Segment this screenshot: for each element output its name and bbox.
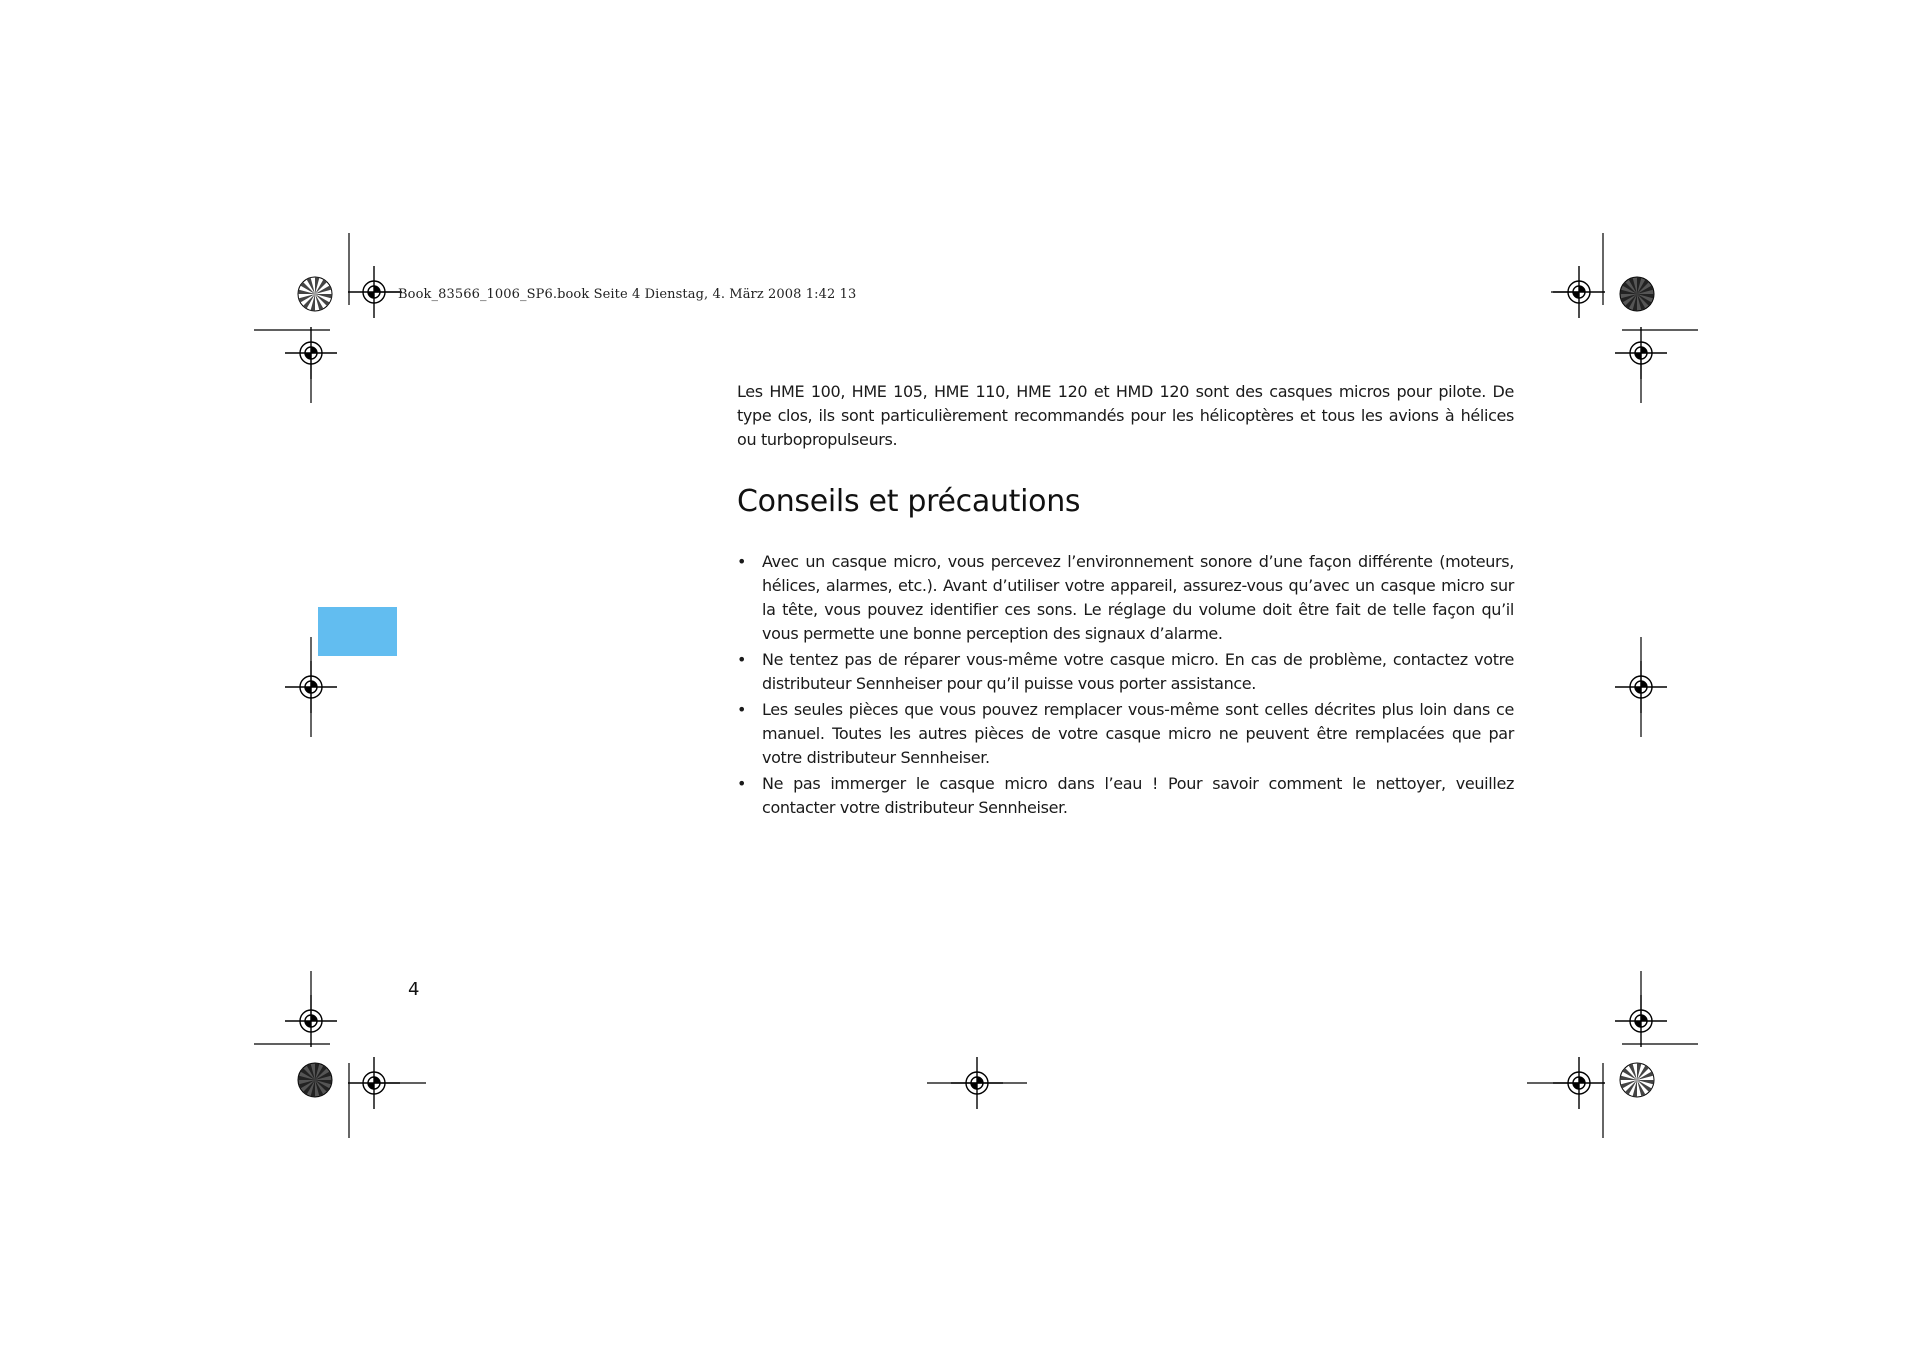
bullet-icon: •: [737, 700, 747, 719]
list-item: [737, 550, 1514, 646]
section-tab-marker: [318, 607, 397, 656]
section-heading: Conseils et précautions: [737, 484, 1081, 519]
list-item-text: Ne pas immerger le casque micro dans l’eau ! Pour savoir comment le nettoyer, veuillez contacter votre distributeur Sennheiser.: [762, 774, 1514, 817]
list-item-text: Avec un casque micro, vous percevez l’environnement sonore d’une façon différente (moteurs, hélices, alarmes, etc.). Avant d’utiliser votre appareil, assurez-vous qu’avec un casque micro sur la tête, vous pouvez identifier ces sons. Le réglage du volume doit être fait de telle façon qu’il vous permette une bonne perception des signaux d’alarme.: [762, 552, 1514, 643]
intro-paragraph: Les HME 100, HME 105, HME 110, HME 120 et HMD 120 sont des casques micros pour pilote. De type clos, ils sont particulièrement recommandés pour les hélicoptères et tous les avions à hélices ou turbopropulseurs.: [737, 382, 1514, 449]
list-item: [737, 648, 1514, 696]
bullet-icon: •: [737, 650, 747, 669]
page-number: 4: [408, 979, 420, 1000]
main-content: [737, 380, 1514, 822]
list-item: [737, 698, 1514, 770]
print-slug-line: Book_83566_1006_SP6.book Seite 4 Dienstag, 4. März 2008 1:42 13: [398, 287, 857, 302]
list-item: [737, 772, 1514, 820]
bullet-icon: •: [737, 552, 747, 571]
precautions-list: [737, 550, 1514, 820]
bullet-icon: •: [737, 774, 747, 793]
list-item-text: Les seules pièces que vous pouvez remplacer vous-même sont celles décrites plus loin dans ce manuel. Toutes les autres pièces de votre casque micro ne peuvent être remplacées que par votre distributeur Sennheiser.: [762, 700, 1514, 767]
list-item-text: Ne tentez pas de réparer vous-même votre casque micro. En cas de problème, contactez votre distributeur Sennheiser pour qu’il puisse vous porter assistance.: [762, 650, 1514, 693]
